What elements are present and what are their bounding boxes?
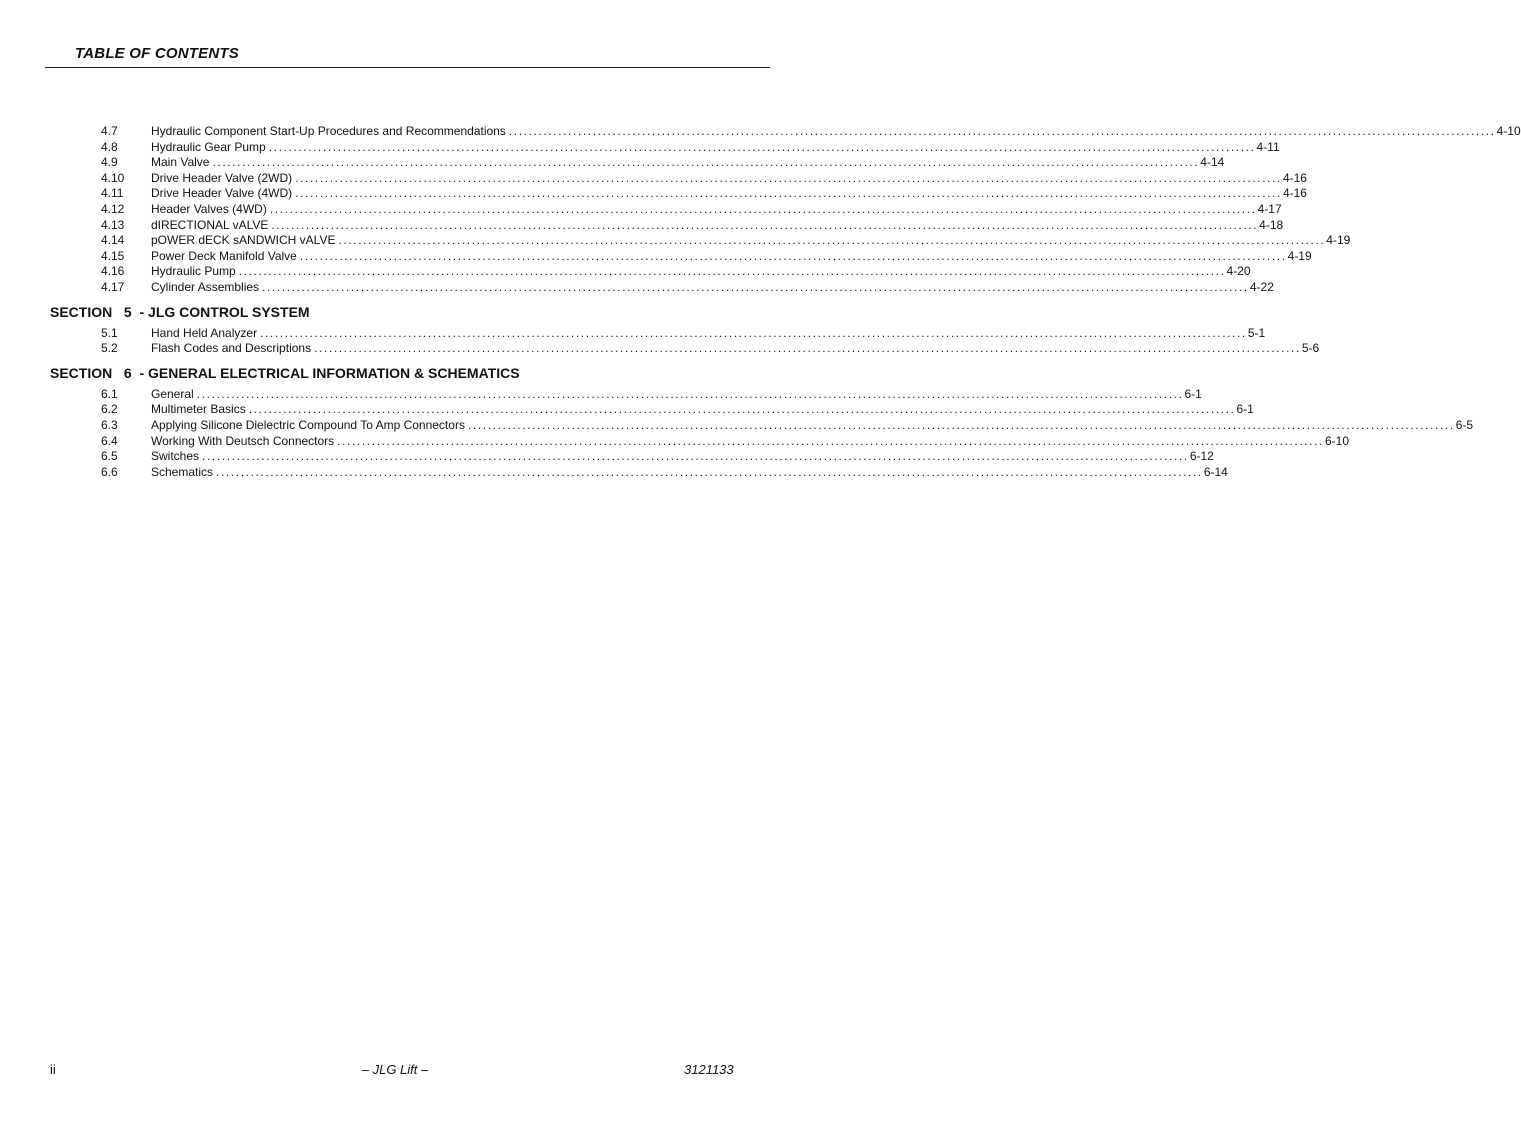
dot-leader: ........................................................................................................................................................................................................: [196, 386, 1184, 401]
entry-number: 4.15: [101, 248, 125, 263]
entry-title: Schematics: [151, 464, 214, 479]
entry-page: 4-11: [1256, 139, 1280, 154]
dot-leader: ........................................................................................................................................................................................................: [295, 186, 1282, 201]
dot-leader: ........................................................................................................................................................................................................: [212, 155, 1200, 170]
dot-leader: ........................................................................................................................................................................................................: [238, 264, 1226, 279]
entry-title: Main Valve: [151, 155, 210, 170]
toc-entry[interactable]: [0, 264, 1251, 280]
entry-page: 5-6: [1301, 341, 1320, 356]
toc-entry[interactable]: [0, 417, 1474, 434]
entry-number: 4.16: [101, 264, 125, 279]
entry-title: Drive Header Valve (4WD): [151, 186, 293, 201]
dot-leader: ........................................................................................................................................................................................................: [268, 139, 1256, 154]
toc-entry[interactable]: [0, 139, 1280, 156]
dot-leader: ........................................................................................................................................................................................................: [508, 124, 1496, 138]
entry-number: 5.2: [101, 341, 118, 356]
entry-number: 6.4: [101, 433, 118, 448]
entry-number: 4.11: [101, 186, 124, 201]
table-of-contents: [0, 124, 1521, 480]
entry-number: 6.6: [101, 464, 118, 479]
entry-title: Power Deck Manifold Valve: [151, 248, 297, 263]
entry-number: 4.9: [101, 155, 118, 170]
toc-entry[interactable]: [0, 386, 1202, 403]
entry-page: 4-10: [1496, 124, 1521, 138]
section-number: 6: [123, 364, 132, 381]
toc-entry[interactable]: [0, 186, 1307, 202]
entry-title: General: [151, 386, 194, 401]
footer-doc-number: 3121133: [684, 1062, 734, 1077]
entry-number: 6.5: [101, 449, 118, 464]
dot-leader: ........................................................................................................................................................................................................: [262, 279, 1249, 294]
dot-leader: ........................................................................................................................................................................................................: [216, 464, 1203, 479]
section-title: - GENERAL ELECTRICAL INFORMATION & SCHEMATICS: [139, 364, 520, 381]
dot-leader: ........................................................................................................................................................................................................: [260, 325, 1247, 340]
entry-number: 6.2: [101, 402, 118, 417]
toc-entry[interactable]: [0, 341, 1320, 357]
entry-title: Applying Silicone Dielectric Compound To Amp Connectors: [151, 417, 465, 432]
entry-title: Working With Deutsch Connectors: [151, 433, 335, 448]
entry-page: 4-19: [1287, 248, 1312, 263]
entry-page: 5-1: [1247, 325, 1266, 340]
entry-title: pOWER dECK sANDWICH vALVE: [151, 233, 336, 248]
dot-leader: ........................................................................................................................................................................................................: [314, 341, 1301, 356]
dot-leader: ........................................................................................................................................................................................................: [467, 417, 1455, 432]
entry-title: Hand Held Analyzer: [151, 325, 258, 340]
entry-number: 5.1: [101, 325, 118, 340]
entry-title: Multimeter Basics: [151, 402, 246, 417]
section-heading-6[interactable]: [0, 362, 866, 385]
dot-leader: ........................................................................................................................................................................................................: [248, 402, 1236, 417]
toc-entry[interactable]: [0, 449, 1214, 465]
entry-title: Drive Header Valve (2WD): [151, 170, 293, 185]
entry-title: Flash Codes and Descriptions: [151, 341, 312, 356]
entry-number: 6.1: [101, 386, 118, 401]
toc-entry[interactable]: [0, 233, 1351, 249]
entry-number: 4.7: [101, 124, 118, 138]
entry-title: Hydraulic Component Start-Up Procedures and Recommendations: [151, 124, 506, 138]
section-label: SECTION: [50, 303, 113, 320]
entry-number: 4.17: [101, 279, 125, 294]
entry-number: 4.8: [101, 139, 118, 154]
section-label: SECTION: [50, 364, 113, 381]
toc-entry[interactable]: [0, 124, 1521, 140]
entry-page: 6-1: [1236, 402, 1254, 417]
entry-page: 4-16: [1282, 170, 1307, 185]
toc-entry[interactable]: [0, 464, 1228, 481]
toc-entry[interactable]: [0, 155, 1225, 171]
dot-leader: ........................................................................................................................................................................................................: [337, 433, 1324, 448]
entry-page: 4-17: [1257, 201, 1282, 216]
header-divider: [45, 67, 770, 68]
entry-number: 6.3: [101, 417, 118, 432]
entry-number: 4.10: [101, 170, 125, 185]
entry-title: dIRECTIONAL vALVE: [151, 217, 269, 232]
toc-entry[interactable]: [0, 433, 1350, 450]
footer-page-number: ii: [50, 1062, 56, 1077]
section-4-list: [0, 124, 1521, 296]
entry-number: 4.12: [101, 201, 125, 216]
section-number: 5: [123, 303, 132, 320]
toc-entry[interactable]: [0, 248, 1312, 265]
entry-page: 6-10: [1324, 433, 1350, 448]
footer-publisher: – JLG Lift –: [361, 1062, 429, 1077]
dot-leader: ........................................................................................................................................................................................................: [269, 201, 1257, 216]
entry-number: 4.13: [101, 217, 125, 232]
toc-entry[interactable]: [0, 201, 1282, 218]
entry-page: 4-20: [1226, 264, 1251, 279]
entry-page: 6-12: [1189, 449, 1214, 464]
entry-title: Hydraulic Pump: [151, 264, 236, 279]
dot-leader: ........................................................................................................................................................................................................: [271, 217, 1259, 232]
dot-leader: ........................................................................................................................................................................................................: [338, 233, 1326, 248]
toc-entry[interactable]: [0, 170, 1307, 187]
section-6-list: [0, 386, 1474, 481]
section-title: - JLG CONTROL SYSTEM: [139, 303, 310, 320]
dot-leader: ........................................................................................................................................................................................................: [202, 449, 1189, 464]
entry-page: 6-14: [1203, 464, 1228, 479]
entry-page: 4-22: [1249, 279, 1274, 294]
dot-leader: ........................................................................................................................................................................................................: [299, 248, 1287, 263]
section-heading-5[interactable]: [0, 301, 866, 324]
entry-page: 6-5: [1455, 417, 1474, 432]
page-title: TABLE OF CONTENTS: [75, 45, 239, 62]
entry-title: Hydraulic Gear Pump: [151, 139, 266, 154]
entry-title: Header Valves (4WD): [151, 201, 267, 216]
entry-page: 6-1: [1184, 386, 1202, 401]
entry-title: Cylinder Assemblies: [151, 279, 260, 294]
toc-entry[interactable]: [0, 402, 1254, 418]
toc-entry[interactable]: [0, 279, 1274, 296]
dot-leader: ........................................................................................................................................................................................................: [295, 170, 1282, 185]
entry-number: 4.14: [101, 233, 125, 248]
entry-page: 4-16: [1282, 186, 1307, 201]
toc-entry[interactable]: [0, 325, 1266, 342]
entry-title: Switches: [151, 449, 200, 464]
entry-page: 4-18: [1259, 217, 1284, 232]
toc-entry[interactable]: [0, 217, 1284, 234]
section-5-list: [0, 325, 1320, 357]
entry-page: 4-19: [1326, 233, 1351, 248]
entry-page: 4-14: [1200, 155, 1225, 170]
